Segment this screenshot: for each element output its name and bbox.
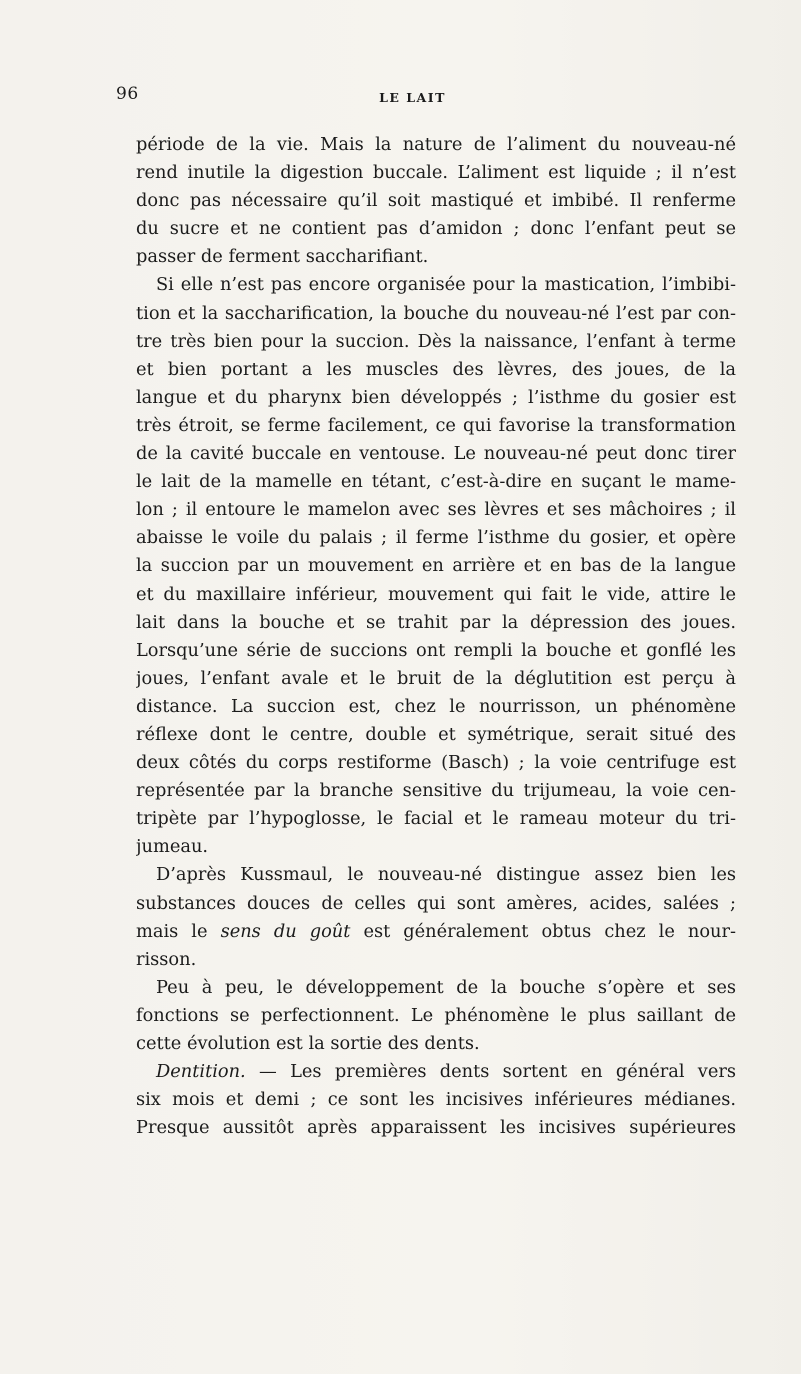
text-line: tripète par l’hypoglosse, le facial et le rameau moteur du tri- xyxy=(136,808,736,830)
text-line: distance. La succion est, chez le nourrisson, un phénomène xyxy=(136,695,736,717)
body-text xyxy=(136,131,736,1142)
text-line: rend inutile la digestion buccale. L’aliment est liquide ; il n’est xyxy=(136,162,736,184)
text-line: D’après Kussmaul, le nouveau-né distingue assez bien les xyxy=(156,864,736,886)
text-line: très étroit, se ferme facilement, ce qui favorise la transformation xyxy=(136,414,736,436)
text-line: Si elle n’est pas encore organisée pour la mastication, l’imbibi- xyxy=(156,274,736,296)
text-line: abaisse le voile du palais ; il ferme l’isthme du gosier, et opère xyxy=(136,527,736,549)
text-line: fonctions se perfectionnent. Le phénomène le plus saillant de xyxy=(136,1004,736,1026)
italic-term: sens du goût xyxy=(220,920,351,942)
text-line: de la cavité buccale en ventouse. Le nouveau-né peut donc tirer xyxy=(136,443,736,465)
text-line: six mois et demi ; ce sont les incisives inférieures médianes. xyxy=(136,1089,736,1111)
text-segment: — Les premières dents sortent en général vers xyxy=(259,1061,736,1083)
text-line: représentée par la branche sensitive du trijumeau, la voie cen- xyxy=(136,780,736,802)
page-header xyxy=(0,84,801,124)
text-line: période de la vie. Mais la nature de l’aliment du nouveau-né xyxy=(136,134,736,155)
running-title: LE LAIT xyxy=(379,90,446,105)
text-line: tion et la saccharification, la bouche du nouveau-né l’est par con- xyxy=(136,302,736,324)
text-line: et bien portant a les muscles des lèvres, des joues, de la xyxy=(136,358,736,380)
text-line xyxy=(136,1058,736,1086)
text-line xyxy=(136,918,736,946)
text-line: lon ; il entoure le mamelon avec ses lèvres et ses mâchoires ; il xyxy=(136,499,736,521)
text-line: risson. xyxy=(136,948,197,970)
text-line: du sucre et ne contient pas d’amidon ; donc l’enfant peut se xyxy=(136,218,736,240)
text-segment: est généralement obtus chez le nour- xyxy=(363,920,736,942)
text-line: cette évolution est la sortie des dents. xyxy=(136,1033,480,1054)
text-line: tre très bien pour la succion. Dès la naissance, l’enfant à terme xyxy=(136,330,736,352)
text-line: substances douces de celles qui sont amères, acides, salées ; xyxy=(136,892,736,914)
text-line: joues, l’enfant avale et le bruit de la déglutition est perçu à xyxy=(136,667,736,689)
text-line: le lait de la mamelle en tétant, c’est-à-dire en suçant le mame- xyxy=(136,471,736,493)
text-line: réflexe dont le centre, double et symétrique, serait situé des xyxy=(136,723,736,745)
section-heading-dentition: Dentition. xyxy=(156,1061,246,1083)
page-number: 96 xyxy=(116,84,139,104)
text-line: Presque aussitôt après apparaissent les incisives supérieures xyxy=(136,1117,736,1139)
text-line: passer de ferment saccharifiant. xyxy=(136,246,429,268)
text-line: langue et du pharynx bien développés ; l’isthme du gosier est xyxy=(136,386,736,408)
text-line: lait dans la bouche et se trahit par la dépression des joues. xyxy=(136,611,736,633)
text-line: et du maxillaire inférieur, mouvement qui fait le vide, attire le xyxy=(136,583,736,605)
text-line: Peu à peu, le développement de la bouche s’opère et ses xyxy=(156,976,736,998)
text-segment: mais le xyxy=(136,920,208,942)
text-line: Lorsqu’une série de succions ont rempli la bouche et gonflé les xyxy=(136,639,736,661)
text-line: jumeau. xyxy=(136,836,209,858)
text-line: la succion par un mouvement en arrière et en bas de la langue xyxy=(136,555,736,577)
text-line: deux côtés du corps restiforme (Basch) ; la voie centrifuge est xyxy=(136,752,736,774)
text-line: donc pas nécessaire qu’il soit mastiqué et imbibé. Il renferme xyxy=(136,190,736,212)
